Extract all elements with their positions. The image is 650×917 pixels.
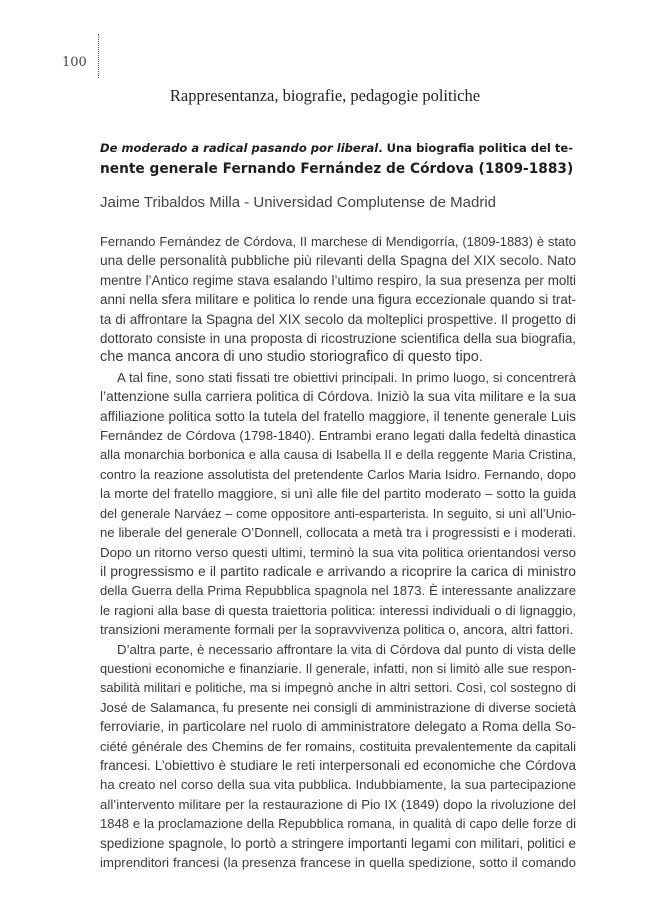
body-line: l’attenzione sulla carriera politica di Córdova. Iniziò la sua vita militare e la sua (100, 389, 576, 405)
body-line: la morte del fratello maggiore, si unì alle file del partito moderato – sotto la guida (100, 486, 576, 502)
body-line: 1848 e la proclamazione della Repubblica romana, in qualità di capo delle forze di (100, 816, 576, 832)
body-line: le ragioni alla base di questa traiettoria politica: interessi individuali o di lignaggio, (100, 602, 576, 618)
body-line: Fernando Fernández de Córdova, II marchese di Mendigorría, (1809-1883) è stato (100, 234, 576, 249)
body-line: contro la reazione assolutista del pretendente Carlos Maria Isidro. Fernando, dopo (100, 466, 576, 482)
body-line: José de Salamanca, fu presente nei consigli di amministrazione di diverse società (100, 699, 576, 715)
body-line: alla monarchia borbonica e alla causa di Isabella II e della reggente Maria Cristina, (100, 447, 576, 463)
running-head: Rappresentanza, biografie, pedagogie politiche (169, 86, 481, 105)
body-line: una delle personalità pubbliche più rilevanti della Spagna del XIX secolo. Nato (100, 253, 576, 269)
title-line-1-rest: . Una biografia politica del te- (378, 141, 574, 155)
body-line: D’altra parte, è necessario affrontare la vita di Córdova dal punto di vista delle (117, 641, 576, 657)
body-line: all’intervento militare per la restaurazione di Pio IX (1849) dopo la rivoluzione del (100, 796, 576, 812)
body-line: ta di affrontare la Spagna del XIX secolo da molteplici prospettive. Il progetto di (100, 311, 576, 327)
body-line: ferroviarie, in particolare nel ruolo di amministratore delegato a Roma della So- (100, 719, 576, 735)
body-line: della Guerra della Prima Repubblica spagnola nel 1873. È interessante analizzare (100, 583, 576, 599)
body-line: Fernández de Córdova (1798-1840). Entrambi erano legati dalla fedeltà dinastica (100, 428, 576, 444)
body-line: ha creato nel corso della sua vita pubblica. Indubbiamente, la sua partecipazione (100, 777, 576, 793)
body-line: A tal fine, sono stati fissati tre obiettivi principali. In primo luogo, si concentrerà (117, 369, 576, 385)
body-text (100, 232, 576, 872)
page-number: 100 (62, 55, 87, 70)
author-line: Jaime Tribaldos Milla - Universidad Complutense de Madrid (100, 194, 496, 211)
body-line: sabilità militari e politiche, ma si impegnò anche in altri settori. Così, col sostegno di (100, 680, 576, 696)
body-line: del generale Narváez – come oppositore anti-esparterista. In seguito, si unì all’Unio- (100, 505, 576, 521)
body-line: questioni economiche e finanziarie. Il generale, infatti, non si limitò alle sue respon- (100, 660, 576, 676)
body-line: spedizione spagnole, lo portò a stringere importanti legami con militari, politici e (100, 835, 576, 851)
article-title (100, 138, 576, 180)
body-line: mentre l’Antico regime stava esalando l’ultimo respiro, la sua presenza per molti (100, 272, 576, 288)
body-line: affiliazione politica sotto la tutela del fratello maggiore, il tenente generale Luis (100, 408, 576, 424)
margin-rule (98, 34, 99, 78)
title-italic: De moderado a radical pasando por liberal (100, 141, 379, 155)
body-line: che manca ancora di uno studio storiografico di questo tipo. (100, 349, 483, 366)
body-line: il progressismo e il partito radicale e arrivando a ricoprire la carica di ministro (100, 562, 576, 579)
title-line-1 (100, 138, 576, 159)
body-line: dottorato consiste in una proposta di ricostruzione scientifica della sua biografia, (100, 331, 576, 347)
body-line: ne liberale del generale O’Donnell, collocata a metà tra i progressisti e i moderati. (100, 525, 576, 541)
body-line: Dopo un ritorno verso questi ultimi, terminò la sua vita politica orientandosi verso (100, 544, 576, 560)
title-line-2: nente generale Fernando Fernández de Córdova (1809-1883) (100, 161, 574, 177)
body-line: transizioni meramente formali per la sopravvivenza politica o, ancora, altri fattori. (100, 622, 574, 638)
body-line: ciété générale des Chemins de fer romains, costituita prevalentemente da capitali (100, 738, 576, 754)
body-line: francesi. L’obiettivo è studiare le reti interpersonali ed economiche che Córdova (100, 757, 576, 773)
body-line: imprenditori francesi (la presenza francese in quella spedizione, sotto il comando (100, 855, 576, 870)
body-line: anni nella sfera militare e politica lo rende una figura eccezionale quando si trat- (100, 292, 576, 308)
